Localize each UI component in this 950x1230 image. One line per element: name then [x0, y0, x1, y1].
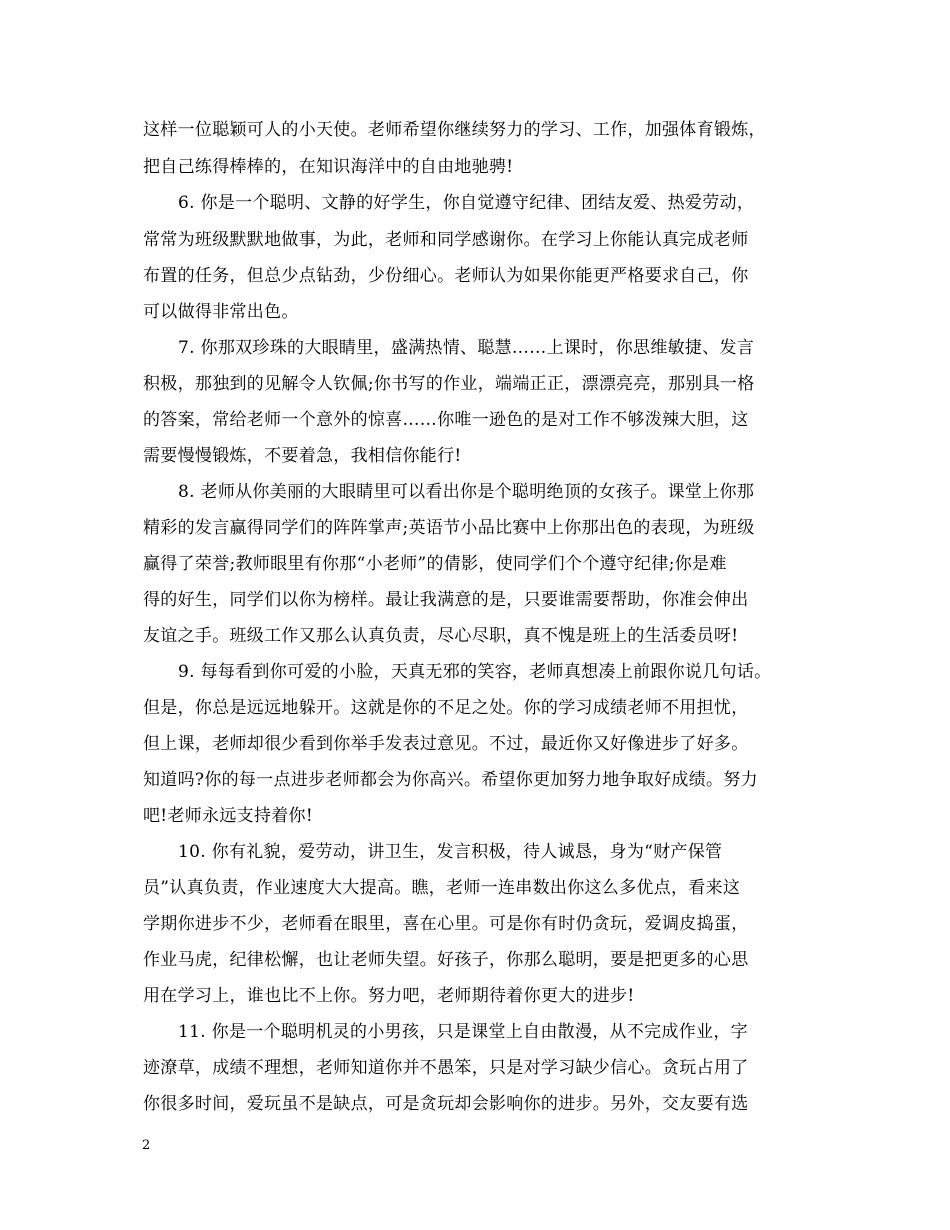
- text-line: 迹潦草，成绩不理想，老师知道你并不愚笨，只是对学习缺少信心。贪玩占用了: [143, 1058, 749, 1078]
- text-line: 6. 你是一个聪明、文静的好学生，你自觉遵守纪律、团结友爱、热爱劳动，: [178, 193, 755, 213]
- text-line: 吧!老师永远支持着你!: [143, 806, 313, 826]
- text-line: 但是，你总是远远地躲开。这就是你的不足之处。你的学习成绩老师不用担忧，: [143, 698, 749, 718]
- text-line: 得的好生，同学们以你为榜样。最让我满意的是，只要谁需要帮助，你准会伸出: [143, 590, 749, 610]
- text-line: 的答案，常给老师一个意外的惊喜……你唯一逊色的是对工作不够泼辣大胆，这: [143, 410, 749, 430]
- text-line: 7. 你那双珍珠的大眼睛里，盛满热情、聪慧……上课时，你思维敏捷、发言: [178, 338, 755, 358]
- text-line: 作业马虎，纪律松懈，也让老师失望。好孩子，你那么聪明，要是把更多的心思: [143, 950, 749, 970]
- text-line: 员”认真负责，作业速度大大提高。瞧，老师一连串数出你这么多优点，看来这: [143, 878, 741, 898]
- text-line: 精彩的发言赢得同学们的阵阵掌声;英语节小品比赛中上你那出色的表现，为班级: [143, 518, 755, 538]
- text-line: 8. 老师从你美丽的大眼睛里可以看出你是个聪明绝顶的女孩子。课堂上你那: [178, 482, 755, 502]
- text-line: 但上课，老师却很少看到你举手发表过意见。不过，最近你又好像进步了好多。: [143, 734, 749, 754]
- text-line: 9. 每每看到你可爱的小脸，天真无邪的笑容，老师真想凑上前跟你说几句话。: [178, 662, 772, 682]
- text-line: 友谊之手。班级工作又那么认真负责，尽心尽职，真不愧是班上的生活委员呀!: [143, 626, 739, 646]
- text-line: 11. 你是一个聪明机灵的小男孩，只是课堂上自由散漫，从不完成作业，字: [178, 1022, 748, 1042]
- text-line: 用在学习上，谁也比不上你。努力吧，老师期待着你更大的进步!: [143, 986, 635, 1006]
- text-line: 知道吗?你的每一点进步老师都会为你高兴。希望你更加努力地争取好成绩。努力: [143, 770, 758, 790]
- text-line: 10. 你有礼貌，爱劳动，讲卫生，发言积极，待人诚恳，身为“财产保管: [178, 842, 723, 862]
- text-line: 布置的任务，但总少点钻劲，少份细心。老师认为如果你能更严格要求自己，你: [143, 266, 749, 286]
- text-line: 常常为班级默默地做事，为此，老师和同学感谢你。在学习上你能认真完成老师: [143, 230, 749, 250]
- text-line: 积极，那独到的见解令人钦佩;你书写的作业，端端正正，漂漂亮亮，那别具一格: [143, 374, 755, 394]
- text-line: 你很多时间，爱玩虽不是缺点，可是贪玩却会影响你的进步。另外，交友要有选: [143, 1094, 749, 1114]
- text-line: 这样一位聪颖可人的小天使。老师希望你继续努力的学习、工作，加强体育锻炼，: [143, 120, 766, 140]
- text-line: 可以做得非常出色。: [143, 302, 299, 322]
- page-number: 2: [142, 1138, 151, 1153]
- text-line: 把自己练得棒棒的，在知识海洋中的自由地驰骋!: [143, 157, 514, 177]
- text-line: 需要慢慢锻炼，不要着急，我相信你能行!: [143, 446, 462, 466]
- text-line: 学期你进步不少，老师看在眼里，喜在心里。可是你有时仍贪玩，爱调皮捣蛋，: [143, 914, 749, 934]
- text-line: 赢得了荣誉;教师眼里有你那“小老师”的倩影，使同学们个个遵守纪律;你是难: [143, 554, 727, 574]
